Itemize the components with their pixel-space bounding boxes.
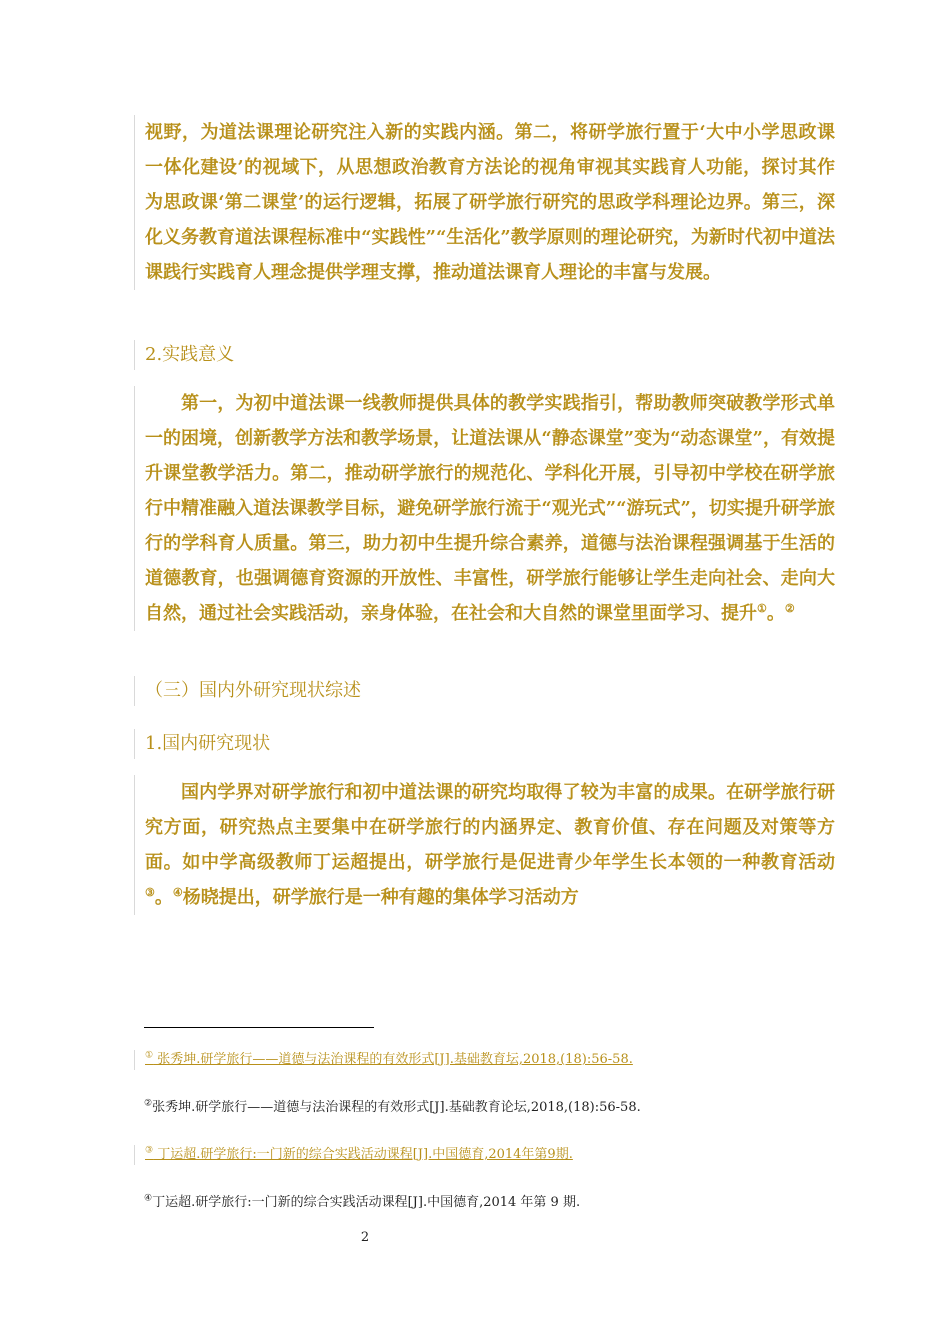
footnote-3-text: 丁运超.研学旅行:一门新的综合实践活动课程[J].中国德育,2014年第9期. [153,1147,573,1162]
footnote-ref-1[interactable]: ① [757,602,767,615]
footnote-ref-3[interactable]: ③ [145,886,155,899]
heading-research-review [134,676,835,706]
heading-practical-text: 2.实践意义 [145,344,235,365]
footnote-3 [134,1145,573,1165]
heading-section3-text: （三）国内外研究现状综述 [145,680,361,701]
footnote-4-text: 丁运超.研学旅行:一门新的综合实践活动课程[J].中国德育,2014 年第 9 期. [152,1195,581,1210]
footnote-1 [134,1050,633,1070]
page-number: 2 [360,1230,370,1245]
paragraph-3-tail: 杨晓提出，研学旅行是一种有趣的集体学习活动方 [182,887,579,908]
paragraph-2-body: 第一，为初中道法课一线教师提供具体的教学实践指引，帮助教师突破教学形式单一的困境，创新教学方法和教学场景，让道法课从“静态课堂”变为“动态课堂”，有效提升课堂教学活力。第二，推动研学旅行的规范化、学科化开展，引导初中学校在研学旅行中精准融入道法课教学目标，避免研学旅行流于“观光式”“游玩式”，切实提升研学旅行的学科育人质量。第三，助力初中生提升综合素养，道德与法治课程强调基于生活的道德教育，也强调德育资源的开放性、丰富性，研学旅行能够让学生走向社会、走向大自然，通过社会实践活动，亲身体验，在社会和大自然的课堂里面学习、提升 [145,393,835,624]
footnote-2-text: 张秀坤.研学旅行——道德与法治课程的有效形式[J].基础教育论坛,2018,(18):56-58. [152,1100,641,1115]
heading-domestic-text: 1.国内研究现状 [145,733,271,754]
footnote-4-mark: ④ [144,1193,153,1204]
footnote-ref-4[interactable]: ④ [172,886,183,899]
footnote-2-mark: ② [144,1098,153,1109]
heading-domestic-research [134,729,835,759]
footnote-1-mark: ① [145,1050,154,1061]
paragraph-3-text [145,775,835,915]
paragraph-2-period: 。 [766,603,785,624]
paragraph-theoretical-significance [134,115,835,290]
footnote-4 [144,1193,580,1213]
footnote-1-text: 张秀坤.研学旅行——道德与法治课程的有效形式[J].基础教育坛,2018,(18):56-58. [153,1052,633,1067]
footnote-separator [144,1027,374,1028]
paragraph-1-text: 视野，为道法课理论研究注入新的实践内涵。第二，将研学旅行置于‘大中小学思政课一体化建设’的视域下，从思想政治教育方法论的视角审视其实践育人功能，探讨其作为思政课‘第二课堂’的运行逻辑，拓展了研学旅行研究的思政学科理论边界。第三，深化义务教育道法课程标准中“实践性”“生活化”教学原则的理论研究，为新时代初中道法课践行实践育人理念提供学理支撑，推动道法课育人理论的丰富与发展。 [145,122,835,283]
footnote-2 [144,1098,641,1118]
footnote-ref-2[interactable]: ② [784,602,795,615]
paragraph-domestic-research [134,775,835,915]
paragraph-practical-significance [134,386,835,631]
paragraph-3-body: 国内学界对研学旅行和初中道法课的研究均取得了较为丰富的成果。在研学旅行研究方面，研究热点主要集中在研学旅行的内涵界定、教育价值、存在问题及对策等方面。如中学高级教师丁运超提出，研学旅行是促进青少年学生长本领的一种教育活动 [145,782,835,873]
paragraph-3-period: 。 [154,887,173,908]
footnote-3-mark: ③ [145,1145,154,1156]
heading-practical-significance [134,340,835,370]
paragraph-2-text [145,386,835,631]
